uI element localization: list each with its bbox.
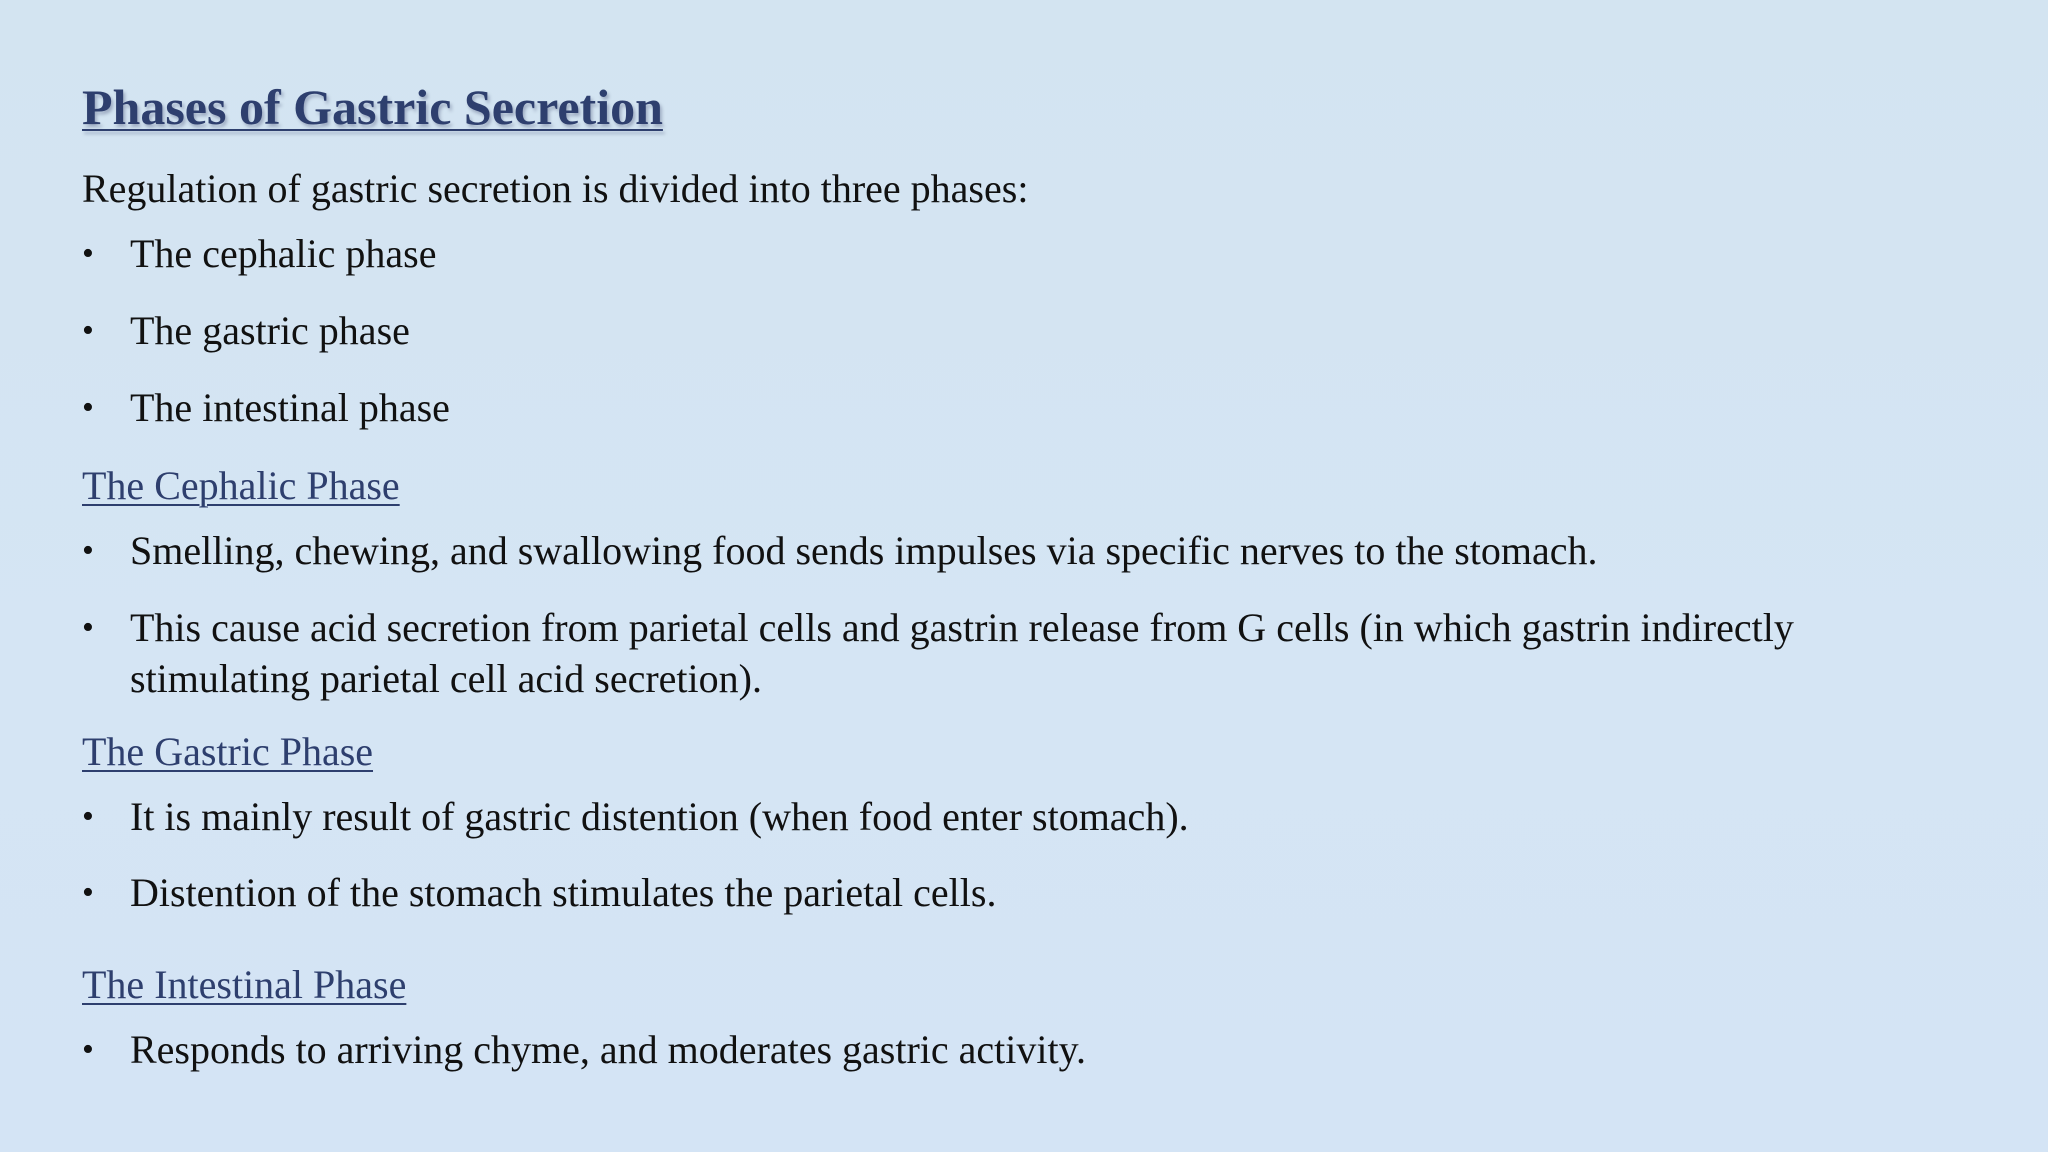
section-heading-gastric: The Gastric Phase <box>82 729 374 774</box>
list-item-text: It is mainly result of gastric distention (when food enter stomach). <box>130 794 1189 839</box>
list-item-text: The cephalic phase <box>130 231 437 276</box>
list-item <box>82 602 1982 704</box>
intestinal-bullets <box>82 1024 1982 1075</box>
list-item <box>82 382 1982 433</box>
list-item <box>82 791 1982 842</box>
slide-content <box>82 72 1982 1075</box>
bullet-icon: • <box>82 389 94 426</box>
page-title: Phases of Gastric Secretion <box>82 79 663 135</box>
bullet-icon: • <box>82 312 94 349</box>
section-heading-intestinal: The Intestinal Phase <box>82 962 407 1007</box>
list-item-text: Smelling, chewing, and swallowing food sends impulses via specific nerves to the stomach. <box>130 528 1598 573</box>
section-heading-cephalic: The Cephalic Phase <box>82 463 400 508</box>
list-item-text: Responds to arriving chyme, and moderates gastric activity. <box>130 1027 1087 1072</box>
bullet-icon: • <box>82 874 94 911</box>
bullet-icon: • <box>82 235 94 272</box>
gastric-bullets <box>82 791 1982 918</box>
intro-text: Regulation of gastric secretion is divided into three phases: <box>82 166 1029 211</box>
bullet-icon: • <box>82 798 94 835</box>
list-item-text: Distention of the stomach stimulates the parietal cells. <box>130 870 997 915</box>
phases-list <box>82 228 1982 433</box>
bullet-icon: • <box>82 532 94 569</box>
bullet-icon: • <box>82 1031 94 1068</box>
bullet-icon: • <box>82 609 94 646</box>
cephalic-bullets <box>82 525 1982 704</box>
list-item <box>82 1024 1982 1075</box>
list-item <box>82 525 1982 576</box>
list-item-text: This cause acid secretion from parietal cells and gastrin release from G cells (in which gastrin indirectly stimulating parietal cell acid secretion). <box>130 605 1794 701</box>
list-item <box>82 305 1982 356</box>
list-item <box>82 228 1982 279</box>
list-item <box>82 867 1982 918</box>
list-item-text: The gastric phase <box>130 308 410 353</box>
list-item-text: The intestinal phase <box>130 385 450 430</box>
